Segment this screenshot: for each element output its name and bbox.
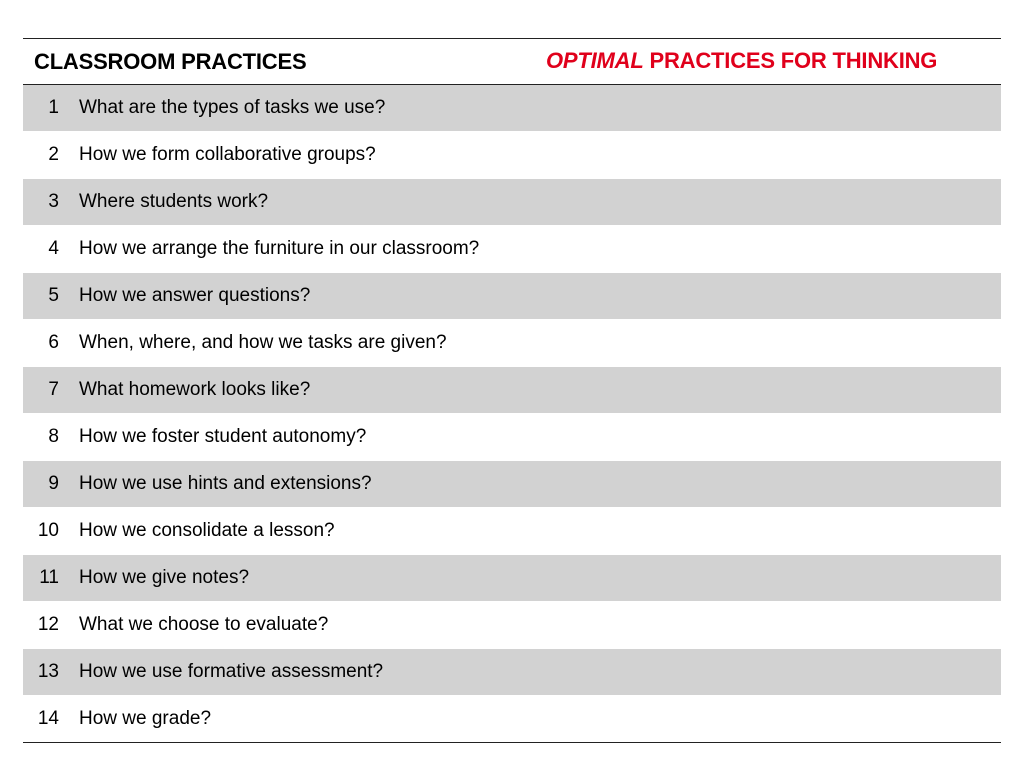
row-number: 9: [48, 473, 59, 494]
row-text: When, where, and how we tasks are given?: [79, 332, 447, 353]
table-header: [23, 39, 1001, 85]
row-text: Where students work?: [79, 191, 269, 212]
table-row: [23, 413, 1001, 460]
table-row: [23, 131, 1001, 178]
table-row: [23, 85, 1001, 131]
row-number: 11: [39, 567, 59, 588]
row-text: How we use formative assessment?: [79, 661, 384, 682]
row-text: How we use hints and extensions?: [79, 473, 372, 494]
practices-table: [23, 38, 1001, 743]
row-text: How we give notes?: [79, 567, 250, 588]
table-row: [23, 554, 1001, 601]
table-row: [23, 695, 1001, 742]
header-optimal-emphasis: OPTIMAL: [546, 48, 644, 73]
row-text: How we grade?: [79, 708, 212, 729]
header-optimal-rest: PRACTICES FOR THINKING: [643, 48, 938, 73]
table-row: [23, 460, 1001, 507]
row-number: 8: [48, 426, 59, 447]
header-optimal-practices: [546, 48, 937, 74]
row-number: 13: [37, 661, 59, 682]
row-number: 4: [48, 238, 59, 259]
table-row: [23, 601, 1001, 648]
table-row: [23, 272, 1001, 319]
table-row: [23, 366, 1001, 413]
row-text: How we foster student autonomy?: [79, 426, 367, 447]
table-row: [23, 178, 1001, 225]
row-number: 6: [48, 332, 59, 353]
row-text: What are the types of tasks we use?: [79, 97, 386, 118]
row-number: 14: [37, 708, 59, 729]
row-number: 10: [37, 520, 59, 541]
row-text: How we arrange the furniture in our classroom?: [79, 238, 480, 259]
row-number: 5: [48, 285, 59, 306]
row-text: How we answer questions?: [79, 285, 311, 306]
row-text: How we form collaborative groups?: [79, 144, 376, 165]
row-number: 1: [48, 97, 59, 118]
header-classroom-practices: CLASSROOM PRACTICES: [34, 49, 307, 74]
row-text: How we consolidate a lesson?: [79, 520, 335, 541]
table-row: [23, 648, 1001, 695]
row-text: What homework looks like?: [79, 379, 311, 400]
row-number: 12: [37, 614, 59, 635]
row-text: What we choose to evaluate?: [79, 614, 329, 635]
row-number: 7: [48, 379, 59, 400]
row-number: 2: [48, 144, 59, 165]
table-row: [23, 507, 1001, 554]
row-number: 3: [48, 191, 59, 212]
table-row: [23, 319, 1001, 366]
table-row: [23, 225, 1001, 272]
